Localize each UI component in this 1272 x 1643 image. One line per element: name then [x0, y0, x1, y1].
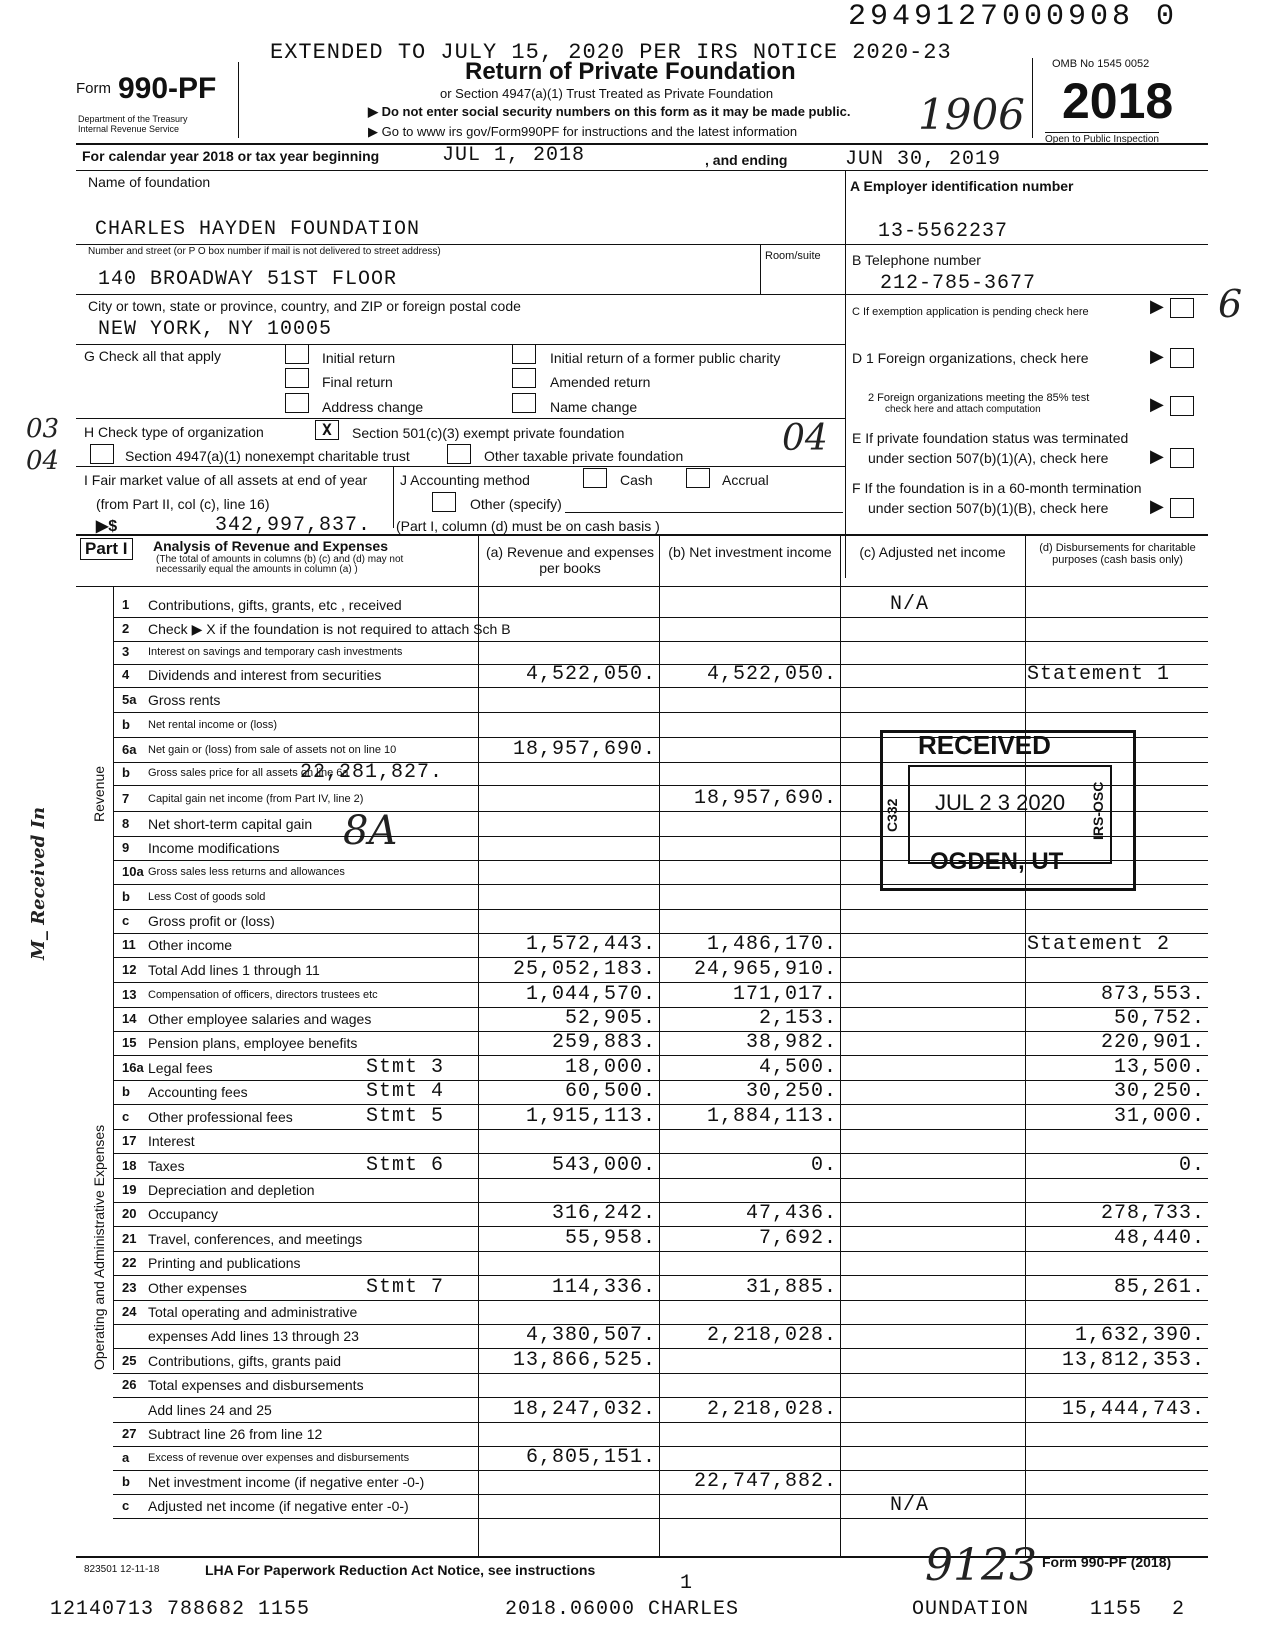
col-b-value[interactable]: 4,500. — [758, 1056, 837, 1079]
col-d-value[interactable]: 13,500. — [1113, 1056, 1205, 1079]
arrow-icon: ▶ — [1150, 296, 1164, 316]
row-divider — [113, 1494, 1208, 1495]
line-label: Other professional fees — [148, 1109, 293, 1125]
phone-value[interactable]: 212-785-3677 — [880, 272, 1037, 295]
foreign-85-label: 2 Foreign organizations meeting the 85% test — [868, 392, 1090, 404]
col-b-value[interactable]: 31,885. — [745, 1276, 837, 1299]
row-divider — [113, 1373, 1208, 1374]
line-number: 22 — [122, 1255, 137, 1270]
exemption-pending-label: C If exemption application is pending check here — [852, 306, 1089, 318]
line-number: 8 — [122, 816, 130, 831]
col-b-value[interactable]: 2,218,028. — [706, 1324, 837, 1347]
line-label: Total Add lines 1 through 11 — [148, 962, 320, 978]
line-label: Net gain or (loss) from sale of assets not on line 10 — [148, 744, 397, 756]
cash-label: Cash — [620, 472, 653, 488]
omb-number: OMB No 1545 0052 — [1052, 58, 1150, 70]
expenses-section-label: Operating and Administrative Expenses — [91, 1124, 107, 1370]
amended-return-checkbox[interactable] — [512, 368, 536, 388]
cash-basis-note: (Part I, column (d) must be on cash basis ) — [396, 518, 660, 534]
handwritten-9123: 9123 — [925, 1540, 1037, 1591]
and-ending-label: , and ending — [705, 152, 788, 168]
row-divider — [113, 909, 1208, 910]
fair-market-value-label: I Fair market value of all assets at end of year — [84, 472, 368, 488]
address-change-checkbox[interactable] — [285, 393, 309, 413]
arrow-icon: ▶ — [1150, 346, 1164, 366]
other-method-label: Other (specify) — [470, 496, 562, 512]
foreign-org-checkbox[interactable] — [1170, 348, 1194, 368]
line-label: Interest on savings and temporary cash investments — [148, 646, 403, 658]
line-label: Gross rents — [148, 692, 221, 708]
line-label: Pension plans, employee benefits — [148, 1035, 358, 1051]
line-number: 26 — [122, 1377, 137, 1392]
line-number: b — [122, 889, 130, 904]
line-number: 12 — [122, 962, 137, 977]
line-label: Accounting fees — [148, 1084, 248, 1100]
tax-year-begin: JUL 1, 2018 — [442, 144, 586, 167]
row-divider — [113, 1300, 1208, 1301]
row-divider — [113, 1518, 1208, 1519]
row-divider — [113, 641, 1208, 642]
foundation-name-label: Name of foundation — [88, 174, 211, 190]
col-a-value[interactable]: 18,957,690. — [512, 738, 656, 761]
col-a-value[interactable]: 18,000. — [564, 1056, 656, 1079]
ssn-notice-text: Do not enter social security numbers on this form as it may be made public. — [381, 104, 851, 119]
part-label: Part I — [80, 538, 133, 560]
tax-year-end: JUN 30, 2019 — [845, 148, 1002, 171]
line-label: Contributions, gifts, grants paid — [148, 1353, 341, 1369]
col-d-value[interactable]: 0. — [1178, 1154, 1205, 1177]
statement-ref[interactable]: Stmt 6 — [366, 1154, 445, 1177]
final-return-label: Final return — [322, 374, 393, 390]
col-a-value[interactable]: 4,380,507. — [525, 1324, 656, 1347]
phone-label: B Telephone number — [852, 252, 981, 268]
501c3-checkbox[interactable]: X — [315, 420, 339, 440]
line-label: Occupancy — [148, 1206, 219, 1222]
line-number: 3 — [122, 644, 130, 659]
statement-ref[interactable]: Stmt 5 — [366, 1105, 445, 1128]
part-subtitle-1: (The total of amounts in columns (b) (c) and (d) may not — [156, 554, 404, 565]
line-number: 11 — [122, 937, 136, 952]
line-label: Total expenses and disbursements — [148, 1377, 364, 1393]
statement-ref[interactable]: Stmt 3 — [366, 1056, 445, 1079]
col-b-value[interactable]: 7,692. — [758, 1227, 837, 1250]
stamp-date: JUL 2 3 2020 — [935, 790, 1066, 815]
line-number: b — [122, 765, 130, 780]
line-number: b — [122, 717, 130, 732]
page-number: 1 — [680, 1572, 694, 1595]
accrual-label: Accrual — [722, 472, 769, 488]
foreign-org-label: D 1 Foreign organizations, check here — [852, 350, 1089, 366]
row-divider — [113, 1129, 1208, 1130]
col-b-value[interactable]: 4,522,050. — [706, 663, 837, 686]
line-number: 9 — [122, 840, 130, 855]
line-number: 18 — [122, 1158, 137, 1173]
line-label: Add lines 24 and 25 — [148, 1402, 272, 1418]
col-a-value[interactable]: 52,905. — [564, 1007, 656, 1030]
line-number: c — [122, 1498, 130, 1513]
stamp-left-code: C332 — [884, 798, 900, 832]
arrow-icon: ▶ — [1150, 496, 1164, 516]
city-label: City or town, state or province, country, and ZIP or foreign postal code — [88, 298, 521, 314]
col-b-value[interactable]: 24,965,910. — [693, 958, 837, 981]
col-b-value[interactable]: 1,486,170. — [706, 933, 837, 956]
part-title: Analysis of Revenue and Expenses — [153, 538, 388, 554]
col-a-value[interactable]: 13,866,525. — [512, 1349, 656, 1372]
ssn-notice: ▶ Do not enter social security numbers on this form as it may be made public. — [368, 104, 851, 119]
handwritten-1906: 1906 — [918, 90, 1025, 139]
row-divider — [113, 1178, 1208, 1179]
dept-irs: Internal Revenue Service — [78, 124, 180, 134]
line-label: Net investment income (if negative enter -0-) — [148, 1474, 425, 1490]
instructions-notice-text: Go to www irs gov/Form990PF for instructions and the latest information — [381, 124, 798, 139]
col-d-value[interactable]: 85,261. — [1113, 1276, 1205, 1299]
foreign-85-computation-label: check here and attach computation — [885, 404, 1041, 415]
line-label: Travel, conferences, and meetings — [148, 1231, 363, 1247]
col-d-value[interactable]: 278,733. — [1100, 1202, 1205, 1225]
line-number: 7 — [122, 791, 130, 806]
col-a-value[interactable]: 1,044,570. — [525, 983, 656, 1006]
status-terminated-section-label: under section 507(b)(1)(A), check here — [868, 450, 1109, 466]
arrow-icon: ▶ — [1150, 394, 1164, 414]
col-a-value[interactable]: 316,242. — [551, 1202, 656, 1225]
statement-ref[interactable]: Stmt 4 — [366, 1080, 445, 1103]
handwritten-04: 04 — [782, 418, 828, 459]
col-d-value[interactable]: 31,000. — [1113, 1105, 1205, 1128]
col-c-header: (c) Adjusted net income — [859, 544, 1006, 560]
former-public-charity-label: Initial return of a former public charity — [550, 350, 781, 366]
col-b-value[interactable]: 1,884,113. — [706, 1105, 837, 1128]
col-b-value[interactable]: 30,250. — [745, 1080, 837, 1103]
foreign-85-checkbox[interactable] — [1170, 396, 1194, 416]
col-b-value[interactable]: 171,017. — [732, 983, 837, 1006]
col-d-value[interactable]: 13,812,353. — [1061, 1349, 1205, 1372]
line-label: Capital gain net income (from Part IV, line 2) — [148, 793, 364, 805]
col-c-value[interactable]: N/A — [890, 1494, 930, 1517]
col-d-value[interactable]: 220,901. — [1100, 1031, 1205, 1054]
col-a-value[interactable]: 4,522,050. — [525, 663, 656, 686]
line-number: 25 — [122, 1353, 137, 1368]
footer-batch-code: 12140713 788682 1155 — [50, 1598, 311, 1621]
line-label: Net short-term capital gain — [148, 816, 313, 832]
section-h-label: H Check type of organization — [84, 424, 264, 440]
line-label: Check ▶ X if the foundation is not required to attach Sch B — [148, 621, 511, 637]
col-a-value[interactable]: 25,052,183. — [512, 958, 656, 981]
row-divider — [113, 712, 1208, 713]
4947-trust-checkbox[interactable] — [90, 444, 114, 464]
line-label: Other income — [148, 937, 233, 953]
instructions-notice: ▶ Go to www irs gov/Form990PF for instructions and the latest information — [368, 124, 798, 139]
line-label: Gross profit or (loss) — [148, 913, 275, 929]
form-title: Return of Private Foundation — [465, 58, 796, 85]
col-b-value[interactable]: 22,747,882. — [693, 1470, 837, 1493]
open-to-public: Open to Public Inspection — [1045, 134, 1159, 145]
room-suite-label: Room/suite — [765, 250, 821, 262]
line-number: 15 — [122, 1035, 137, 1050]
4947-trust-label: Section 4947(a)(1) nonexempt charitable trust — [125, 448, 410, 464]
line-label: Contributions, gifts, grants, etc , received — [148, 597, 402, 613]
col-d-value[interactable]: 48,440. — [1113, 1227, 1205, 1250]
line-label: Interest — [148, 1133, 195, 1149]
line-number: b — [122, 1474, 130, 1489]
other-method-checkbox[interactable] — [432, 492, 456, 512]
margin-note-03: 03 — [26, 414, 60, 444]
col-a-value[interactable]: 18,247,032. — [512, 1398, 656, 1421]
col-a-value[interactable]: 55,958. — [564, 1227, 656, 1250]
row-divider — [113, 687, 1208, 688]
col-a-value[interactable]: 259,883. — [551, 1031, 656, 1054]
name-change-checkbox[interactable] — [512, 393, 536, 413]
line-number: 21 — [122, 1231, 137, 1246]
line-label: Dividends and interest from securities — [148, 667, 382, 683]
document-locator-number: 2949127000908 0 — [848, 0, 1179, 34]
termination-60-checkbox[interactable] — [1170, 498, 1194, 518]
footer-lha: LHA For Paperwork Reduction Act Notice, see instructions — [205, 1562, 596, 1578]
col-a-value[interactable]: 114,336. — [551, 1276, 656, 1299]
fmv-value[interactable]: 342,997,837. — [215, 514, 372, 537]
margin-received-in: M_ Received In — [28, 806, 49, 960]
footer-code: 823501 12-11-18 — [84, 1564, 160, 1575]
col-c-value[interactable]: N/A — [890, 593, 930, 616]
dept-treasury: Department of the Treasury — [78, 114, 188, 124]
status-terminated-label: E If private foundation status was terminated — [852, 430, 1129, 446]
cash-checkbox[interactable] — [583, 468, 607, 488]
line-number: 20 — [122, 1206, 137, 1221]
form-label: Form — [76, 80, 111, 97]
extension-notice: EXTENDED TO JULY 15, 2020 PER IRS NOTICE 2020-23 — [270, 40, 952, 65]
line-number: 27 — [122, 1426, 137, 1441]
line-label: Adjusted net income (if negative enter -0-) — [148, 1498, 409, 1514]
statement-ref[interactable]: Stmt 7 — [366, 1276, 445, 1299]
revenue-section-label: Revenue — [91, 765, 107, 822]
line-number: b — [122, 1084, 130, 1099]
margin-note-04: 04 — [26, 446, 60, 476]
fmv-source-label: (from Part II, col (c), line 16) — [96, 496, 270, 512]
line-number: 16a — [122, 1060, 144, 1075]
exemption-pending-checkbox[interactable] — [1170, 298, 1194, 318]
line-number: 19 — [122, 1182, 137, 1197]
form-subtitle: or Section 4947(a)(1) Trust Treated as Private Foundation — [440, 86, 774, 101]
col-a-value[interactable]: 6,805,151. — [525, 1446, 656, 1469]
ein-label: A Employer identification number — [850, 178, 1074, 194]
termination-60-section-label: under section 507(b)(1)(B), check here — [868, 500, 1109, 516]
foundation-name[interactable]: CHARLES HAYDEN FOUNDATION — [95, 218, 421, 241]
line-number: a — [122, 1450, 130, 1465]
line-number: c — [122, 913, 130, 928]
line-number: 24 — [122, 1304, 137, 1319]
col-b-header: (b) Net investment income — [668, 544, 832, 560]
line-label: Less Cost of goods sold — [148, 891, 266, 903]
line-label: Total operating and administrative — [148, 1304, 358, 1320]
line-number: 2 — [122, 621, 130, 636]
col-d-value[interactable]: Statement 2 — [1027, 933, 1171, 956]
gross-sales-price-value[interactable]: 22,281,827. — [300, 761, 444, 784]
tax-year: 2018 — [1062, 73, 1174, 129]
col-b-value[interactable]: 18,957,690. — [693, 787, 837, 810]
line-label: Subtract line 26 from line 12 — [148, 1426, 323, 1442]
col-a-value[interactable]: 1,915,113. — [525, 1105, 656, 1128]
line-label: Income modifications — [148, 840, 280, 856]
col-b-value[interactable]: 2,218,028. — [706, 1398, 837, 1421]
other-taxable-checkbox[interactable] — [447, 444, 471, 464]
line-number: 17 — [122, 1133, 137, 1148]
status-terminated-checkbox[interactable] — [1170, 448, 1194, 468]
col-d-value[interactable]: Statement 1 — [1027, 663, 1171, 686]
other-taxable-label: Other taxable private foundation — [484, 448, 684, 464]
col-b-value[interactable]: 47,436. — [745, 1202, 837, 1225]
line-label: Excess of revenue over expenses and disbursements — [148, 1452, 410, 1464]
row-divider — [113, 617, 1208, 618]
accounting-method-label: J Accounting method — [400, 472, 530, 488]
line-label: expenses Add lines 13 through 23 — [148, 1328, 359, 1344]
line-number: 13 — [122, 987, 137, 1002]
handwritten-6: 6 — [1218, 282, 1243, 326]
address-change-label: Address change — [322, 399, 424, 415]
col-d-value[interactable]: 50,752. — [1113, 1007, 1205, 1030]
footer-foundation: OUNDATION — [912, 1598, 1030, 1621]
line-number: 6a — [122, 742, 137, 757]
line-label: Compensation of officers, directors trustees etc — [148, 989, 378, 1001]
col-a-value[interactable]: 1,572,443. — [525, 933, 656, 956]
col-d-header: (d) Disbursements for charitable purposes (cash basis only) — [1039, 542, 1196, 566]
form-number: 990-PF — [118, 72, 217, 105]
line-number: 4 — [122, 667, 130, 682]
line-number: 23 — [122, 1280, 137, 1295]
final-return-checkbox[interactable] — [285, 368, 309, 388]
col-d-value[interactable]: 1,632,390. — [1074, 1324, 1205, 1347]
line-label: Printing and publications — [148, 1255, 301, 1271]
line-label: Gross sales price for all assets on line 6a — [148, 767, 349, 779]
street-label: Number and street (or P O box number if mail is not delivered to street address) — [88, 246, 441, 257]
col-b-value[interactable]: 2,153. — [758, 1007, 837, 1030]
line-label: Other expenses — [148, 1280, 247, 1296]
initial-return-label: Initial return — [322, 350, 396, 366]
city-state-zip[interactable]: NEW YORK, NY 10005 — [98, 318, 333, 341]
former-public-charity-checkbox[interactable] — [512, 344, 536, 364]
footer-software-code: 2018.06000 CHARLES — [505, 1598, 740, 1621]
part-subtitle-2: necessarily equal the amounts in column (a) ) — [156, 564, 358, 575]
line-label: Other employee salaries and wages — [148, 1011, 372, 1027]
footer-end: 2 — [1172, 1598, 1186, 1621]
line-number: 14 — [122, 1011, 137, 1026]
handwritten-8a: 8A — [343, 808, 398, 854]
amended-return-label: Amended return — [550, 374, 651, 390]
line-number: 5a — [122, 692, 137, 707]
stamp-right-code: IRS-OSC — [1090, 781, 1106, 840]
col-b-value[interactable]: 38,982. — [745, 1031, 837, 1054]
line-label: Depreciation and depletion — [148, 1182, 315, 1198]
col-b-value[interactable]: 0. — [810, 1154, 837, 1177]
line-label: Gross sales less returns and allowances — [148, 866, 345, 878]
col-d-value[interactable]: 15,444,743. — [1061, 1398, 1205, 1421]
arrow-icon: ▶ — [1150, 446, 1164, 466]
501c3-label: Section 501(c)(3) exempt private foundation — [352, 425, 625, 441]
line-number: 10a — [122, 864, 144, 879]
col-d-value[interactable]: 873,553. — [1100, 983, 1205, 1006]
initial-return-checkbox[interactable] — [285, 344, 309, 364]
stamp-received-text: RECEIVED — [918, 730, 1051, 760]
row-divider — [113, 1251, 1208, 1252]
ein-value[interactable]: 13-5562237 — [878, 220, 1009, 243]
footer-batch-num: 1155 — [1090, 1598, 1143, 1621]
col-a-value[interactable]: 543,000. — [551, 1154, 656, 1177]
col-a-header: (a) Revenue and expenses per books — [485, 544, 655, 576]
line-label: Net rental income or (loss) — [148, 719, 277, 731]
line-label: Legal fees — [148, 1060, 213, 1076]
name-change-label: Name change — [550, 399, 638, 415]
footer-form-ref: Form 990-PF (2018) — [1042, 1554, 1172, 1570]
line-number: 1 — [122, 597, 130, 612]
fmv-dollar-marker: ▶$ — [96, 518, 118, 535]
accrual-checkbox[interactable] — [686, 468, 710, 488]
col-d-value[interactable]: 30,250. — [1113, 1080, 1205, 1103]
row-divider — [113, 1446, 1208, 1447]
stamp-city: OGDEN, UT — [930, 848, 1064, 875]
col-a-value[interactable]: 60,500. — [564, 1080, 656, 1103]
line-label: Taxes — [148, 1158, 185, 1174]
termination-60-label: F If the foundation is in a 60-month termination — [852, 480, 1142, 496]
calendar-year-label: For calendar year 2018 or tax year beginning — [82, 148, 380, 164]
section-g-label: G Check all that apply — [84, 348, 221, 364]
street-address[interactable]: 140 BROADWAY 51ST FLOOR — [98, 268, 398, 291]
line-number: c — [122, 1109, 130, 1124]
row-divider — [113, 1422, 1208, 1423]
